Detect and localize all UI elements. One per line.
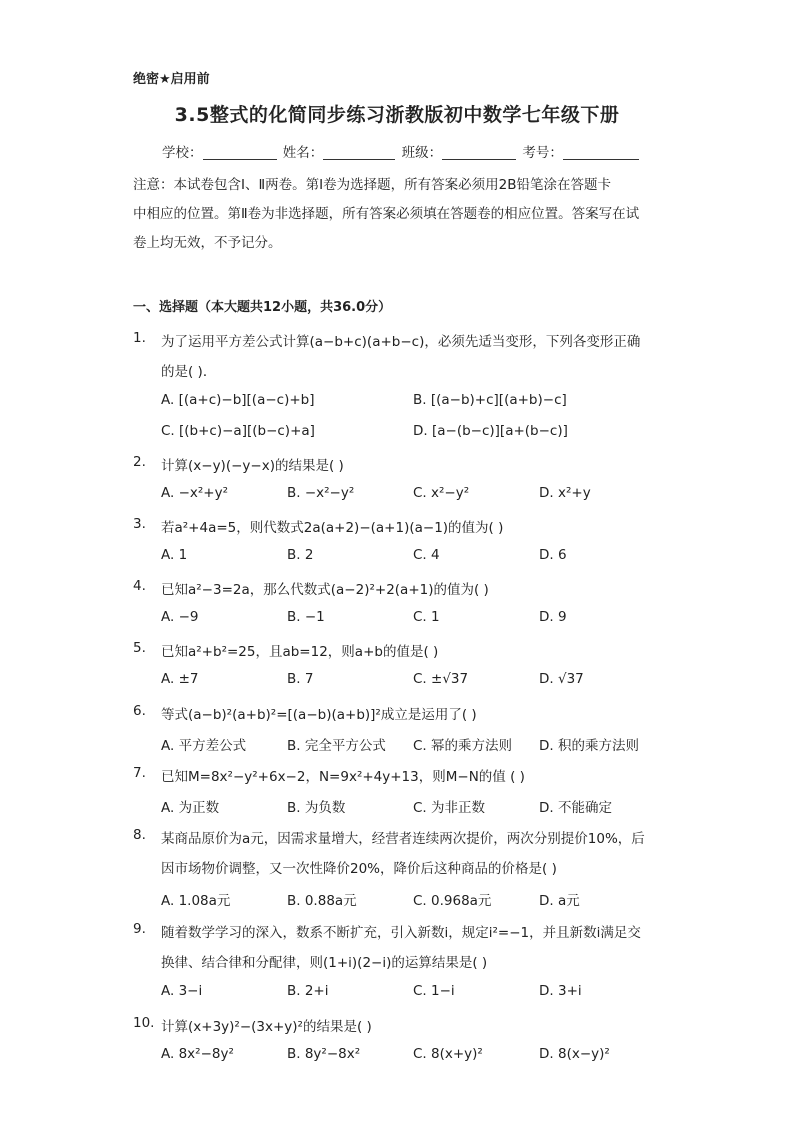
- name-blank: [323, 145, 395, 160]
- school-label: 学校：: [162, 145, 203, 161]
- option-a: A. ±7: [161, 671, 199, 687]
- option-d: D. [a−(b−c)][a+(b−c)]: [413, 423, 568, 439]
- question-stem: 若a²+4a=5，则代数式2a(a+2)−(a+1)(a−1)的值为( ): [161, 520, 504, 536]
- class-label: 班级：: [401, 145, 443, 161]
- option-a: A. 为正数: [161, 800, 220, 816]
- option-a: A. 1.08a元: [161, 893, 231, 909]
- question-stem: 已知a²−3=2a，那么代数式(a−2)²+2(a+1)的值为( ): [161, 582, 489, 598]
- option-b: B. [(a−b)+c][(a+b)−c]: [413, 392, 567, 408]
- section-title: 一、选择题（本大题共12小题，共36.0分）: [133, 300, 392, 315]
- option-b: B. 为负数: [287, 800, 346, 816]
- option-a: A. 平方差公式: [161, 738, 247, 754]
- notice-line: 注意：本试卷包含Ⅰ、Ⅱ两卷。第Ⅰ卷为选择题，所有答案必须用2B铅笔涂在答题卡: [133, 177, 611, 193]
- question-stem: 计算(x−y)(−y−x)的结果是( ): [161, 458, 344, 474]
- question-stem-cont: 的是( )．: [161, 364, 217, 380]
- question-number: 3.: [133, 516, 146, 532]
- option-d: D. 3+i: [539, 983, 582, 999]
- class-blank: [442, 145, 516, 160]
- option-a: A. 3−i: [161, 983, 203, 999]
- question-number: 4.: [133, 578, 146, 594]
- option-a: A. −x²+y²: [161, 485, 229, 501]
- option-d: D. 6: [539, 547, 567, 563]
- question-number: 1.: [133, 330, 146, 346]
- option-d: D. √37: [539, 671, 584, 687]
- option-b: B. −x²−y²: [287, 485, 355, 501]
- question-stem: 为了运用平方差公式计算(a−b+c)(a+b−c)，必须先适当变形，下列各变形正确: [161, 334, 641, 350]
- exam-no-blank: [563, 145, 639, 160]
- question-stem: 已知M=8x²−y²+6x−2，N=9x²+4y+13，则M−N的值 ( ): [161, 769, 525, 785]
- question-number: 2.: [133, 454, 146, 470]
- notice: [133, 171, 665, 258]
- question-number: 9.: [133, 921, 146, 937]
- option-a: A. 8x²−8y²: [161, 1046, 234, 1062]
- option-c: C. [(b+c)−a][(b−c)+a]: [161, 423, 315, 439]
- question-stem: 等式(a−b)²(a+b)²=[(a−b)(a+b)]²成立是运用了( ): [161, 707, 477, 723]
- question-stem: 随着数学学习的深入，数系不断扩充，引入新数i，规定i²=−1，并且新数i满足交: [161, 925, 641, 941]
- question-number: 7.: [133, 765, 146, 781]
- option-b: B. 8y²−8x²: [287, 1046, 361, 1062]
- secret-label: 绝密★启用前: [133, 72, 210, 87]
- option-d: D. 9: [539, 609, 567, 625]
- option-b: B. 0.88a元: [287, 893, 357, 909]
- notice-line: 卷上均无效，不予记分。: [133, 235, 282, 251]
- option-b: B. 7: [287, 671, 314, 687]
- option-c: C. 幂的乘方法则: [413, 738, 513, 754]
- option-c: C. 1−i: [413, 983, 455, 999]
- question-stem: 计算(x+3y)²−(3x+y)²的结果是( ): [161, 1019, 372, 1035]
- option-d: D. 不能确定: [539, 800, 612, 816]
- question-number: 6.: [133, 703, 146, 719]
- question-stem-cont: 因市场物价调整，又一次性降价20%，降价后这种商品的价格是( ): [161, 861, 557, 877]
- option-d: D. 8(x−y)²: [539, 1046, 610, 1062]
- option-b: B. 完全平方公式: [287, 738, 386, 754]
- option-c: C. 1: [413, 609, 440, 625]
- option-d: D. x²+y: [539, 485, 591, 501]
- option-c: C. 0.968a元: [413, 893, 492, 909]
- option-c: C. x²−y²: [413, 485, 470, 501]
- option-a: A. −9: [161, 609, 199, 625]
- option-c: C. ±√37: [413, 671, 469, 687]
- name-label: 姓名：: [282, 145, 324, 161]
- option-b: B. −1: [287, 609, 325, 625]
- question-number: 10.: [133, 1015, 155, 1031]
- student-info-fields: [162, 141, 641, 161]
- school-blank: [203, 145, 277, 160]
- exam-no-label: 考号：: [522, 145, 563, 161]
- option-b: B. 2+i: [287, 983, 329, 999]
- option-c: C. 4: [413, 547, 440, 563]
- option-c: C. 8(x+y)²: [413, 1046, 483, 1062]
- question-stem: 某商品原价为a元，因需求量增大，经营者连续两次提价，两次分别提价10%，后: [161, 831, 645, 847]
- question-number: 5.: [133, 640, 146, 656]
- option-d: D. 积的乘方法则: [539, 738, 639, 754]
- question-number: 8.: [133, 827, 146, 843]
- page-title: 3.5整式的化简同步练习浙教版初中数学七年级下册: [174, 104, 620, 126]
- notice-line: 中相应的位置。第Ⅱ卷为非选择题，所有答案必须填在答题卷的相应位置。答案写在试: [133, 206, 640, 222]
- option-d: D. a元: [539, 893, 580, 909]
- option-a: A. 1: [161, 547, 188, 563]
- option-b: B. 2: [287, 547, 314, 563]
- question-stem-cont: 换律、结合律和分配律，则(1+i)(2−i)的运算结果是( ): [161, 955, 488, 971]
- option-c: C. 为非正数: [413, 800, 486, 816]
- question-stem: 已知a²+b²=25，且ab=12，则a+b的值是( ): [161, 644, 439, 660]
- option-a: A. [(a+c)−b][(a−c)+b]: [161, 392, 315, 408]
